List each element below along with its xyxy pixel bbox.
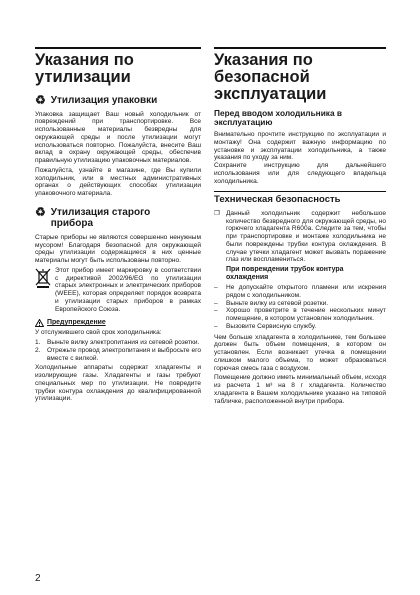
before-use-paragraph-1: Внимательно прочтите инструкцию по эксплуатации и монтажу! Она содержит важную информацию по установке и эксплуатации холодильника, а также указания по уходу за ним. [214, 131, 386, 162]
damage-item-2: Выньте вилку из сетевой розетки. [226, 299, 329, 307]
before-use-paragraph-2: Сохраните инструкцию для дальнейшего использования или для следующего владельца холодильника. [214, 162, 386, 185]
page-number: 2 [35, 573, 41, 584]
disposal-title: Указания по утилизации [35, 51, 134, 86]
weee-block [35, 267, 201, 314]
weee-text: Этот прибор имеет маркировку в соответствии с директивой 2002/96/EG по утилизации старых электронных и электрических приборов (WEEE), которая определяет порядок возврата и утилизации старых приборов в рамках Европейского Союза. [55, 266, 201, 313]
right-column [214, 47, 386, 405]
warning-item-2: Отрежьте провод электропитания и выбросьте его вместе с вилкой. [47, 346, 201, 362]
list-item: – Не допускайте открытого пламени или искрения рядом с холодильником. [214, 284, 386, 299]
warning-item-1: Выньте вилку электропитания из сетевой розетки. [47, 339, 200, 346]
list-item: 1. Выньте вилку электропитания из сетевой розетки. [35, 339, 200, 346]
safety-title: Указания по безопасной эксплуатации [214, 51, 327, 103]
recycle-icon: ♻ [35, 93, 46, 107]
packaging-paragraph-2: Пожалуйста, узнайте в магазине, где Вы купили холодильник, или в местных административных органах о действующих способах утилизации упаковочного материала. [35, 166, 201, 197]
list-item: – Хорошо проветрите в течение нескольких минут помещение, в котором установлен холодильник. [214, 307, 386, 322]
list-item: – Выньте вилку из сетевой розетки. [214, 300, 386, 308]
old-appliance-section-heading [35, 204, 201, 230]
crossed-bin-icon [35, 268, 51, 288]
damage-item-3: Хорошо проветрите в течение нескольких минут помещение, в котором установлен холодильник. [226, 307, 386, 322]
list-item [214, 210, 386, 264]
damage-item-1: Не допускайте открытого пламени или искрения рядом с холодильником. [226, 284, 386, 299]
packaging-section-heading [35, 95, 201, 107]
warning-intro: У отслужившего свой срок холодильника: [35, 329, 162, 337]
section-divider [214, 191, 386, 192]
safety-bullet: Данный холодильник содержит небольшое количество безвредного для окружающей среды, но горючего хладагента R600a. Следите за тем, чтобы при транспортировке и монтаже холодильника не были повреждены трубки контура охлаждения. В случае утечки хладагент может вызвать поражение глаз или воспламениться. [226, 209, 386, 264]
before-use-heading: Перед вводом холодильника в эксплуатацию [214, 108, 342, 127]
warning-heading [35, 319, 201, 327]
list-item: 2. Отрежьте провод электропитания и выбросьте его вместе с вилкой. [35, 346, 201, 362]
damage-dash-list [214, 284, 386, 331]
warning-label: Предупреждение [47, 319, 106, 327]
old-appliance-heading: Утилизация старого прибора [50, 206, 151, 230]
warning-triangle-icon [35, 319, 44, 327]
warning-outro: Холодильные аппараты содержат хладагенты и изолирующие газы. Хладагенты и газы требуют специальных мер по утилизации. Не повредите трубки контура охлаждения до квалифицированной утилизации. [35, 364, 201, 403]
refrigerant-volume-paragraph: Чем больше хладагента в холодильнике, тем большее должен быть объем помещения, в котором он установлен. Если возникает утечка в помещении слишком малого объема, то может образоваться горючая смесь газа с воздухом. [214, 333, 386, 372]
warning-list [35, 339, 201, 362]
packaging-paragraph-1: Упаковка защищает Ваш новый холодильник от повреждений при транспортировке. Все использованные материалы безвредны для окружающей среды и после утилизации могут использоваться повторно. Пожалуйста, внесите Ваш вклад в охрану окружающей среды, обеспечив правильную утилизацию упаковочных материалов. [35, 110, 201, 164]
damage-heading: При повреждении трубок контура охлаждения [226, 266, 344, 281]
packaging-heading: Утилизация упаковки [50, 95, 158, 106]
safety-bullet-list [214, 210, 386, 264]
checkbox-bullet-icon: ❐ [214, 209, 220, 217]
left-column [35, 47, 201, 403]
list-item: – Вызовите Сервисную службу. [214, 323, 386, 331]
technical-safety-heading: Техническая безопасность [214, 194, 341, 206]
old-appliance-paragraph: Старые приборы не являются совершенно ненужным мусором! Благодаря безопасной для окружающей среды утилизации содержащиеся в них ценные материалы могут быть использованы повторно. [35, 233, 201, 264]
room-volume-paragraph: Помещение должно иметь минимальный объем, исходя из расчета 1 м³ на 8 г хладагента. Количество хладагента в Вашем холодильнике указано на типовой табличке, расположенной внутри прибора. [214, 374, 386, 405]
damage-item-4: Вызовите Сервисную службу. [226, 322, 317, 330]
recycle-icon: ♻ [35, 204, 46, 219]
